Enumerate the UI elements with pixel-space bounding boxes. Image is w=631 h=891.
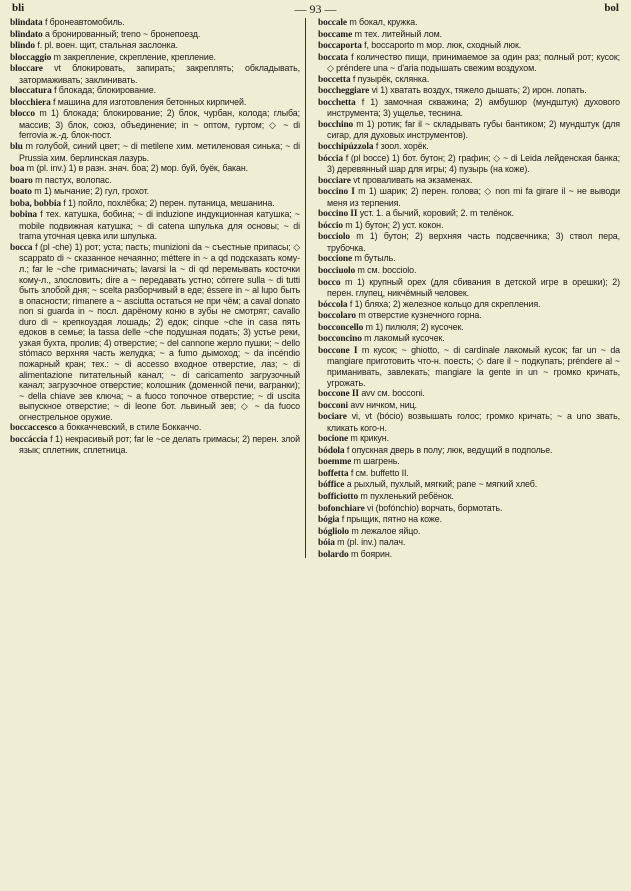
dictionary-entry bbox=[10, 63, 300, 85]
dictionary-entry bbox=[318, 537, 620, 549]
entry-definition: m пухленький ребёнок. bbox=[360, 490, 454, 501]
entry-definition: f тех. катушка, бобина; ~ di induzione индукционная катушка; ~ mobile подвижная катушка; ~ di catena шпулька для основы; ~ di trama уточная цевка или шпулька. bbox=[19, 209, 300, 242]
dictionary-entry bbox=[318, 97, 620, 119]
entry-definition: f 1) бляха; 2) железное кольцо для скрепления. bbox=[349, 298, 541, 309]
entry-headword: bocione bbox=[318, 434, 349, 445]
entry-definition: m 1) бутон; 2) верхняя часть подсвечника; 3) ствол пера, трубочка. bbox=[327, 231, 620, 253]
entry-definition: f пузырёк, склянка. bbox=[352, 73, 430, 84]
dictionary-entry bbox=[10, 163, 300, 175]
entry-headword: boa bbox=[10, 164, 25, 175]
dictionary-entry bbox=[318, 456, 620, 468]
entry-headword: bocca bbox=[10, 242, 33, 253]
entry-headword: boccáccia bbox=[10, 434, 48, 445]
dictionary-entry bbox=[318, 503, 620, 515]
entry-headword: blocchiera bbox=[10, 97, 51, 108]
dictionary-entry bbox=[10, 175, 300, 187]
dictionary-entry bbox=[318, 514, 620, 526]
entry-definition: m бутыль. bbox=[354, 253, 396, 264]
entry-definition: m (pl. inv.) 1) в разн. знач. боа; 2) мор. буй, буёк, бакан. bbox=[26, 163, 249, 174]
entry-definition: m отверстие кузнечного горна. bbox=[358, 310, 482, 321]
entry-headword: bloccatura bbox=[10, 86, 52, 97]
entry-headword: blu bbox=[10, 142, 23, 153]
dictionary-entry bbox=[318, 411, 620, 433]
dictionary-entry bbox=[318, 74, 620, 86]
entry-headword: bloccare bbox=[10, 64, 43, 75]
dictionary-entry bbox=[318, 400, 620, 412]
entry-headword: bociare bbox=[318, 412, 347, 423]
entry-definition: m 1) шарик; 2) перен. голова; ◇ non mi fa girare il ~ не выводи меня из терпения. bbox=[327, 186, 620, 208]
dictionary-entry bbox=[10, 108, 300, 141]
entry-headword: blindato bbox=[10, 29, 43, 40]
dictionary-entry bbox=[318, 322, 620, 334]
dictionary-entry bbox=[318, 345, 620, 388]
entry-headword: bocconcino bbox=[318, 334, 362, 345]
entry-headword: blindata bbox=[10, 18, 43, 28]
dictionary-entry bbox=[318, 310, 620, 322]
dictionary-entry bbox=[318, 153, 620, 175]
right-column bbox=[318, 17, 620, 560]
entry-definition: f 1) некрасивый рот; far le ~ce делать гримасы; 2) перен. злой язык; сплетник, сплетница. bbox=[19, 433, 300, 456]
dictionary-entry bbox=[10, 422, 300, 434]
dictionary-entry bbox=[318, 175, 620, 187]
dictionary-entry bbox=[10, 29, 300, 41]
entry-definition: f опускная дверь в полу; люк, ведущий в подполье. bbox=[346, 444, 553, 455]
dictionary-entry bbox=[318, 445, 620, 457]
dictionary-entry bbox=[318, 491, 620, 503]
entry-definition: f 1) замочная скважина; 2) амбушюр (мундштук) духового инструмента; 3) ущелье, теснина. bbox=[327, 96, 620, 119]
left-column bbox=[10, 17, 300, 456]
entry-headword: boccone II bbox=[318, 389, 359, 400]
guide-word-left: bli bbox=[12, 2, 25, 14]
entry-headword: bocchino bbox=[318, 119, 354, 130]
entry-definition: f блокада; блокирование. bbox=[54, 85, 156, 96]
entry-headword: boccino I bbox=[318, 187, 355, 198]
dictionary-entry bbox=[318, 479, 620, 491]
entry-definition: f. pl. воен. щит, стальная заслонка. bbox=[37, 40, 178, 51]
dictionary-entry bbox=[318, 52, 620, 74]
entry-headword: bocchipúzzola bbox=[318, 142, 374, 153]
dictionary-entry bbox=[318, 208, 620, 220]
entry-definition: avv см. bocconi. bbox=[361, 388, 425, 399]
entry-headword: bóffice bbox=[318, 480, 345, 491]
entry-definition: vt проваливать на экзаменах. bbox=[353, 174, 473, 185]
entry-headword: boccale bbox=[318, 18, 347, 28]
entry-definition: f зоол. хорёк. bbox=[375, 141, 429, 152]
entry-headword: boemme bbox=[318, 457, 352, 468]
entry-definition: m 1) мычание; 2) гул, грохот. bbox=[34, 186, 149, 197]
entry-definition: m 1) крупный орех (для сбивания в детской игре в орешки); 2) перен. глупец, никчёмный человек. bbox=[327, 276, 620, 299]
entry-headword: bofonchiare bbox=[318, 503, 365, 514]
entry-headword: boccame bbox=[318, 29, 353, 40]
entry-headword: bocconcello bbox=[318, 322, 364, 333]
entry-definition: a рыхлый, пухлый, мягкий; pane ~ мягкий хлеб. bbox=[346, 479, 538, 490]
dictionary-entry bbox=[318, 526, 620, 538]
entry-definition: m см. bocciolo. bbox=[357, 265, 417, 276]
entry-definition: f (pl -che) 1) рот; уста; пасть; munizioni da ~ съестные припасы; ◇ scappato di ~ сказанное нечаянно; méttere in ~ a qd подсказать кому-л.; far le ~che гримасничать; lavarsi la ~ di qd перемывать косточки кому-л., злословить; dire a ~ передавать устно; córrere sulla ~ di tutti быть злобой дня; ~ scelta разборчивый в еде; éssere in ~ al lupo быть в опасности; rimanere a ~ asciutta остаться не при чём; a caval donato non si guarda in ~ посл. дарёному коню в зубы не смотрят; cavallo duro di ~ крепкоуздая лошадь; 2) едок; cinque ~che in casa пять едоков в семье; la tassa delle ~che подушная подать; 3) устье реки, узкая бухта, пролив; 4) отверстие; ~ del cannone жерло пушки; ~ dello stómaco верхняя часть желудка; ~ a fumo дымоход; ~ da incéndio пожарный кран; тех.: ~ di accesso входное отверстие, лаз; ~ di alimentazione питательный канал; ~ di caricamento загрузочный канал; загрузочное отверстие; колошник (доменной печи, вагранки); ~ della chiave зев ключа; ~ a fuoco топочное отверстие; ~ di uscita выпускное отверстие; ~ di leone бот. львиный зев; ◇ ~ da fuoco огнестрельное оружие. bbox=[19, 241, 300, 422]
page-number: — 93 — bbox=[294, 2, 337, 16]
dictionary-entry bbox=[318, 265, 620, 277]
entry-headword: boccone I bbox=[318, 345, 358, 356]
dictionary-entry bbox=[318, 17, 620, 29]
dictionary-entry bbox=[10, 17, 300, 29]
dictionary-entry bbox=[318, 40, 620, 52]
entry-definition: m 1) пилюля; 2) кусочек. bbox=[365, 321, 464, 332]
entry-definition: m боярин. bbox=[350, 548, 392, 559]
dictionary-entry bbox=[318, 119, 620, 141]
dictionary-entry bbox=[10, 242, 300, 422]
entry-definition: m лакомый кусочек. bbox=[364, 333, 445, 344]
dictionary-entry bbox=[318, 433, 620, 445]
dictionary-entry bbox=[318, 277, 620, 299]
dictionary-entry bbox=[318, 333, 620, 345]
entry-definition: f см. buffetto II. bbox=[350, 467, 409, 478]
entry-headword: boba, bobbia bbox=[10, 198, 61, 209]
dictionary-entry bbox=[318, 141, 620, 153]
entry-definition: vi (bofónchio) ворчать, бормотать. bbox=[367, 502, 503, 513]
guide-word-right: bol bbox=[604, 2, 619, 14]
entry-headword: blindo bbox=[10, 41, 35, 52]
entry-headword: bóia bbox=[318, 538, 335, 549]
dictionary-entry bbox=[10, 97, 300, 109]
entry-headword: bofficiotto bbox=[318, 491, 359, 502]
entry-definition: m 1) блокада; блокирование; 2) блок, чурбан, колода; глыба; массив; 3) блок, союз, объединение; in ~ оптом, гуртом; ◇ ~ di ferrovia ж.-д. блок-пост. bbox=[19, 108, 300, 141]
entry-headword: bocconi bbox=[318, 400, 349, 411]
entry-definition: f (pl bocce) 1) бот. бутон; 2) графин; ◇ ~ di Leida лейденская банка; 3) деревянный шар для игры; 4) пузырь (на коже). bbox=[327, 152, 620, 175]
entry-definition: f прыщик, пятно на коже. bbox=[341, 514, 442, 525]
entry-headword: bógia bbox=[318, 515, 340, 526]
dictionary-entry bbox=[318, 220, 620, 232]
entry-definition: f, boccaporto m мор. люк, сходный люк. bbox=[364, 40, 522, 51]
entry-definition: vi, vt (bócio) возвышать голос; громко кричать; ~ a uno звать, кликать кого-н. bbox=[327, 411, 621, 433]
entry-headword: bocchetta bbox=[318, 97, 356, 108]
dictionary-entry bbox=[10, 141, 300, 163]
dictionary-entry bbox=[10, 209, 300, 242]
dictionary-entry bbox=[318, 299, 620, 311]
entry-headword: bloccaggio bbox=[10, 52, 52, 63]
entry-headword: boccetta bbox=[318, 74, 351, 85]
dictionary-entry bbox=[10, 85, 300, 97]
entry-headword: bocciuolo bbox=[318, 266, 356, 277]
entry-headword: boccata bbox=[318, 52, 349, 63]
dictionary-entry bbox=[318, 29, 620, 41]
entry-definition: m кусок; ~ ghiotto, ~ di cardinale лакомый кусок; far un ~ da mangiare приготовить что-н. поесть; ◇ dare il ~ подкупать; préndere al ~ приманивать, завлекать; mangiare la gente in un ~ громко кричать, угрожать. bbox=[327, 344, 620, 388]
dictionary-entry bbox=[318, 549, 620, 561]
entry-definition: m тех. литейный лом. bbox=[354, 28, 442, 39]
entry-definition: m лежалое яйцо. bbox=[351, 525, 421, 536]
entry-headword: boccione bbox=[318, 254, 353, 265]
entry-headword: boato bbox=[10, 187, 32, 198]
dictionary-entry bbox=[318, 186, 620, 208]
entry-definition: m бокал, кружка. bbox=[349, 17, 418, 27]
entry-definition: m шагрень. bbox=[353, 456, 400, 467]
entry-headword: boccaporta bbox=[318, 41, 362, 52]
entry-headword: bóccio bbox=[318, 220, 343, 231]
entry-headword: bocciare bbox=[318, 175, 351, 186]
entry-headword: bódola bbox=[318, 445, 345, 456]
entry-definition: avv ничком, ниц. bbox=[350, 399, 417, 410]
entry-definition: vi 1) хватать воздух, тяжело дышать; 2) ирон. лопать. bbox=[371, 85, 587, 96]
dictionary-entry bbox=[318, 388, 620, 400]
column-divider bbox=[305, 18, 306, 558]
entry-definition: m голубой, синий цвет; ~ di metilene хим. метиленовая синька; ~ di Prussia хим. берлинская лазурь. bbox=[19, 141, 300, 163]
entry-definition: f количество пищи, принимаемое за один раз; полный рот; кусок; ◇ préndere una ~ d'aria подышать свежим воздухом. bbox=[327, 51, 620, 74]
dictionary-entry bbox=[10, 186, 300, 198]
dictionary-entry bbox=[318, 85, 620, 97]
entry-definition: m 1) бутон; 2) уст. кокон. bbox=[345, 219, 444, 230]
entry-definition: уст. 1. a бычий, коровий; 2. m телёнок. bbox=[359, 208, 514, 219]
entry-definition: vt блокировать, запирать; закреплять; обкладывать, затормаживать; заклинивать. bbox=[19, 63, 300, 85]
entry-definition: m пастух, волопас. bbox=[35, 174, 112, 185]
entry-headword: bocciolo bbox=[318, 232, 351, 243]
entry-definition: f машина для изготовления бетонных кирпичей. bbox=[53, 96, 247, 107]
entry-headword: boccheggiare bbox=[318, 86, 370, 97]
entry-headword: bolardo bbox=[318, 549, 349, 560]
entry-headword: boccolaro bbox=[318, 311, 356, 322]
entry-headword: bobina bbox=[10, 210, 38, 221]
dictionary-entry bbox=[318, 468, 620, 480]
entry-definition: f 1) пойло, похлёбка; 2) перен. путаница, мешанина. bbox=[63, 197, 275, 208]
entry-headword: bocco bbox=[318, 277, 341, 288]
dictionary-entry bbox=[10, 52, 300, 64]
entry-headword: boaro bbox=[10, 175, 33, 186]
dictionary-entry bbox=[318, 231, 620, 253]
entry-headword: boffetta bbox=[318, 468, 349, 479]
entry-definition: a бронированный; treno ~ бронепоезд. bbox=[44, 28, 201, 39]
entry-headword: bóccola bbox=[318, 299, 348, 310]
entry-definition: m (pl. inv.) палач. bbox=[337, 537, 406, 548]
entry-headword: bógliolo bbox=[318, 526, 349, 537]
entry-definition: a боккаччевский, в стиле Боккаччо. bbox=[59, 422, 202, 433]
entry-headword: blocco bbox=[10, 109, 35, 120]
dictionary-entry bbox=[318, 253, 620, 265]
entry-headword: boccaccesco bbox=[10, 423, 57, 434]
entry-headword: bóccia bbox=[318, 153, 343, 164]
entry-definition: m закрепление, скрепление, крепление. bbox=[53, 51, 216, 62]
dictionary-entry bbox=[10, 434, 300, 456]
entry-definition: m 1) ротик; far il ~ складывать губы бантиком; 2) мундштук (для сигар, для духовых инструментов). bbox=[327, 118, 620, 141]
entry-definition: f бронеавтомобиль. bbox=[44, 17, 125, 27]
entry-headword: boccino II bbox=[318, 209, 358, 220]
dictionary-entry bbox=[10, 198, 300, 210]
entry-definition: m крикун. bbox=[350, 433, 389, 444]
dictionary-entry bbox=[10, 40, 300, 52]
